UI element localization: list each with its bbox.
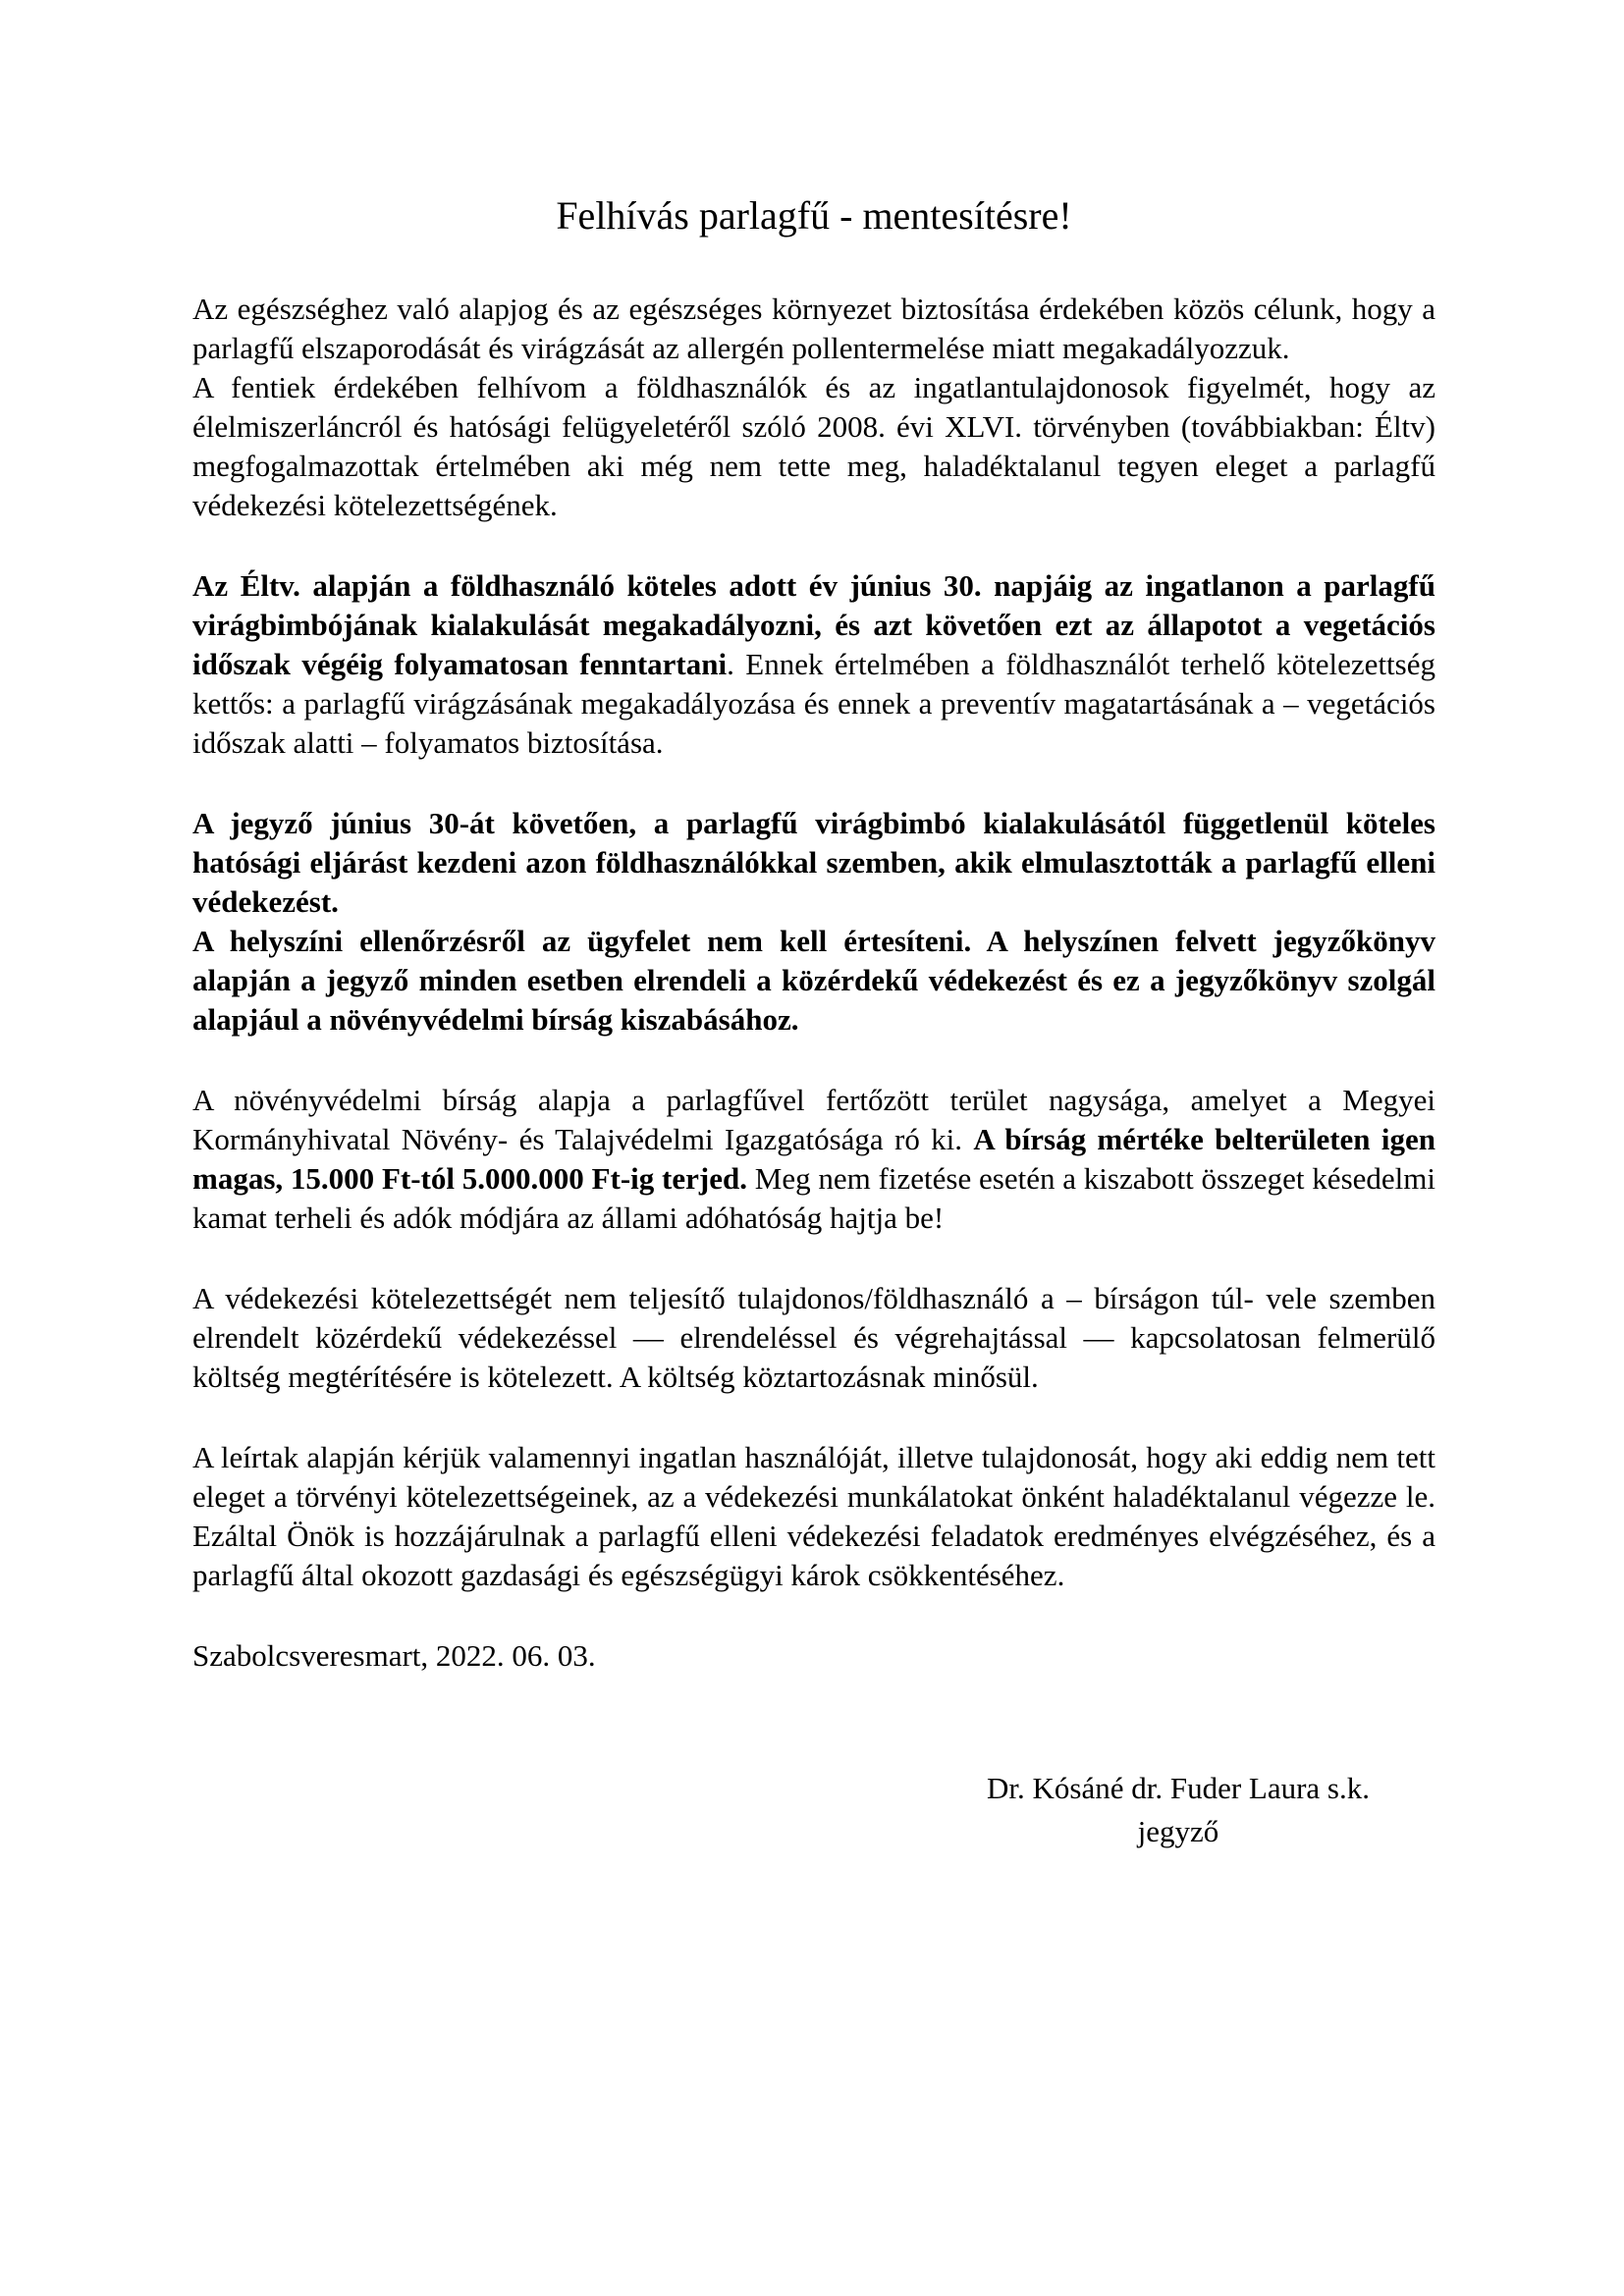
paragraph-5 [192,922,1435,1040]
signature-name: Dr. Kósáné dr. Fuder Laura s.k. [987,1771,1370,1805]
paragraph-3-run-1: Az Éltv. alapján a földhasználó köteles adott év június 30. napjáig az ingatlanon a parlagfű virágbimbójának kialakulását megakadályozni, és azt követően ezt az állapotot a vegetációs időszak végéig folyamatosan fenntartani [192,568,1435,681]
paragraph-8-run-1: A leírtak alapján kérjük valamennyi ingatlan használóját, illetve tulajdonosát, hogy aki eddig nem tett eleget a törvényi kötelezettségeinek, az a védekezési munkálatokat önként haladéktalanul végezze le. Ezáltal Önök is hozzájárulnak a parlagfű elleni védekezési feladatok eredményes elvégzéséhez, és a parlagfű által okozott gazdasági és egészségügyi károk csökkentéséhez. [192,1440,1435,1592]
document-title: Felhívás parlagfű - mentesítésre! [556,193,1072,238]
document-content [192,192,1435,1676]
paragraph-1-run-1: Az egészséghez való alapjog és az egészséges környezet biztosítása érdekében közös célunk, hogy a parlagfű elszaporodását és virágzását az allergén pollentermelése miatt megakadályozzuk. [192,292,1435,365]
document-body [192,290,1435,1595]
signature-block [923,1769,1434,1851]
paragraph-6-run-3: Meg nem fizetése esetén a kiszabott összeget késedelmi kamat terheli és adók módjára az állami adóhatóság hajtja be! [192,1161,1435,1235]
paragraph-4 [192,804,1435,922]
paragraph-5-run-1: A helyszíni ellenőrzésről az ügyfelet nem kell értesíteni. A helyszínen felvett jegyzőkönyv alapján a jegyző minden esetben elrendeli a közérdekű védekezést és ez a jegyzőkönyv szolgál alapjául a növényvédelmi bírság kiszabásához. [192,924,1435,1037]
paragraph-3 [192,566,1435,763]
paragraph-4-run-1: A jegyző június 30-át követően, a parlagfű virágbimbó kialakulásától függetlenül köteles hatósági eljárást kezdeni azon földhasználókkal szemben, akik elmulasztották a parlagfű elleni védekezést. [192,806,1435,919]
paragraph-6 [192,1081,1435,1238]
paragraph-7-run-1: A védekezési kötelezettségét nem teljesítő tulajdonos/földhasználó a – bírságon túl- vele szemben elrendelt közérdekű védekezéssel — elrendeléssel és végrehajtással — kapcsolatosan felmerülő költség megtérítésére is kötelezett. A költség köztartozásnak minősül. [192,1281,1435,1394]
paragraph-2 [192,368,1435,525]
paragraph-6-run-2: A bírság mértéke belterületen igen magas, 15.000 Ft-tól 5.000.000 Ft-ig terjed. [192,1122,1435,1196]
paragraph-7 [192,1279,1435,1397]
paragraph-2-run-1: A fentiek érdekében felhívom a földhasználók és az ingatlantulajdonosok figyelmét, hogy az élelmiszerláncról és hatósági felügyeletéről szóló 2008. évi XLVI. törvényben (továbbiakban: Éltv) megfogalmazottak értelmében aki még nem tette meg, haladéktalanul tegyen eleget a parlagfű védekezési kötelezettségének. [192,370,1435,522]
paragraph-1 [192,290,1435,368]
paragraph-3-run-2: . Ennek értelmében a földhasználót terhelő kötelezettség kettős: a parlagfű virágzásának megakadályozása és ennek a preventív magatartásának a – vegetációs időszak alatti – folyamatos biztosítása. [192,647,1435,760]
paragraph-8 [192,1438,1435,1595]
date-line: Szabolcsveresmart, 2022. 06. 03. [192,1638,596,1673]
paragraph-6-run-1: A növényvédelmi bírság alapja a parlagfűvel fertőzött terület nagysága, amelyet a Megyei Kormányhivatal Növény- és Talajvédelmi Igazgatósága ró ki. [192,1083,1435,1156]
signature-role: jegyző [1137,1814,1219,1848]
